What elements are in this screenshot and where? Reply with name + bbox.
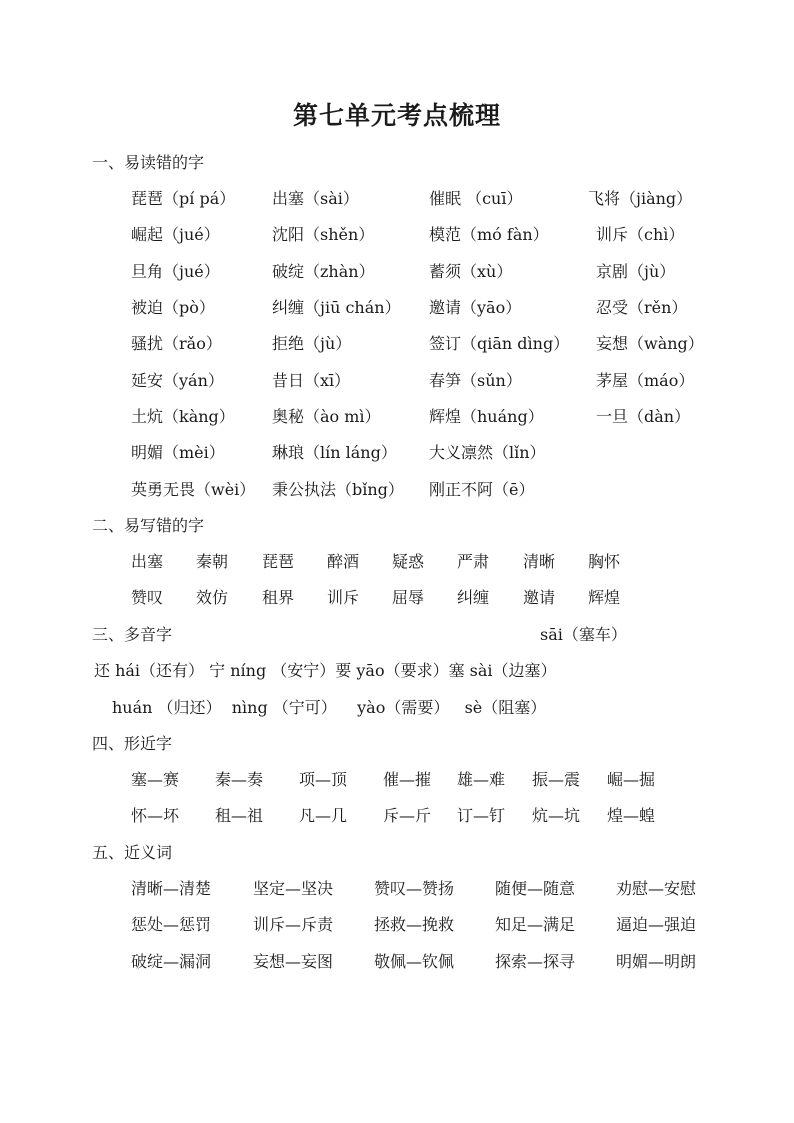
reading-item: 模范（mó fàn） xyxy=(429,225,549,244)
writing-item: 清晰 xyxy=(523,552,556,571)
similar-char-item: 订—钉 xyxy=(457,806,506,825)
similar-char-item: 秦—奏 xyxy=(215,770,264,789)
writing-item: 辉煌 xyxy=(588,588,621,607)
reading-item: 沈阳（shěn） xyxy=(272,225,375,244)
reading-item: 邀请（yāo） xyxy=(429,298,522,317)
similar-char-item: 租—祖 xyxy=(215,806,264,825)
polyphone-line-2: huán （归还） nìng （宁可） yào（需要） sè（阻塞） xyxy=(112,698,547,717)
reading-item: 妄想（wàng） xyxy=(596,334,704,353)
synonym-item: 惩处—惩罚 xyxy=(131,915,212,934)
synonym-item: 明媚—明朗 xyxy=(616,952,697,971)
reading-item: 纠缠（jiū chán） xyxy=(272,298,401,317)
reading-row xyxy=(0,186,794,210)
reading-item: 破绽（zhàn） xyxy=(272,262,375,281)
synonym-row xyxy=(0,876,794,900)
reading-item: 刚正不阿（ē） xyxy=(429,480,535,499)
writing-item: 醉酒 xyxy=(327,552,360,571)
writing-item: 训斥 xyxy=(327,588,360,607)
reading-row xyxy=(0,222,794,246)
synonym-item: 赞叹—赞扬 xyxy=(374,879,455,898)
reading-item: 奥秘（ào mì） xyxy=(272,407,381,426)
reading-item: 被迫（pò） xyxy=(131,298,215,317)
synonym-item: 知足—满足 xyxy=(495,915,576,934)
writing-item: 琵琶 xyxy=(262,552,295,571)
similar-char-row xyxy=(0,803,794,827)
section-heading-1: 一、易读错的字 xyxy=(92,153,205,172)
reading-item: 茅屋（máo） xyxy=(596,371,695,390)
reading-item: 蓄须（xù） xyxy=(429,262,513,281)
reading-row xyxy=(0,295,794,319)
synonym-item: 敬佩—钦佩 xyxy=(374,952,455,971)
writing-item: 严肃 xyxy=(457,552,490,571)
similar-char-item: 凡—几 xyxy=(299,806,348,825)
synonym-item: 探索—探寻 xyxy=(495,952,576,971)
synonym-item: 训斥—斥责 xyxy=(253,915,334,934)
reading-item: 京剧（jù） xyxy=(596,262,676,281)
synonym-item: 随便—随意 xyxy=(495,879,576,898)
synonym-item: 劝慰—安慰 xyxy=(616,879,697,898)
writing-item: 疑惑 xyxy=(392,552,425,571)
writing-item: 胸怀 xyxy=(588,552,621,571)
reading-item: 春笋（sǔn） xyxy=(429,371,522,390)
writing-item: 赞叹 xyxy=(131,588,164,607)
reading-item: 辉煌（huáng） xyxy=(429,407,544,426)
similar-char-item: 炕—坑 xyxy=(532,806,581,825)
writing-item: 效仿 xyxy=(196,588,229,607)
similar-char-item: 振—震 xyxy=(532,770,581,789)
similar-char-item: 崛—掘 xyxy=(607,770,656,789)
synonym-item: 坚定—坚决 xyxy=(253,879,334,898)
reading-row xyxy=(0,368,794,392)
reading-item: 明媚（mèi） xyxy=(131,443,225,462)
similar-char-item: 煌—蝗 xyxy=(607,806,656,825)
synonym-row xyxy=(0,912,794,936)
writing-item: 出塞 xyxy=(131,552,164,571)
reading-item: 拒绝（jù） xyxy=(272,334,352,353)
reading-row xyxy=(0,477,794,501)
writing-row xyxy=(0,549,794,573)
reading-item: 延安（yán） xyxy=(131,371,224,390)
reading-item: 飞将（jiàng） xyxy=(588,189,693,208)
reading-item: 一旦（dàn） xyxy=(596,407,691,426)
reading-item: 大义凛然（lǐn） xyxy=(429,443,546,462)
section-heading-2: 二、易写错的字 xyxy=(92,516,205,535)
similar-char-item: 斥—斤 xyxy=(383,806,432,825)
reading-row xyxy=(0,259,794,283)
synonym-row xyxy=(0,949,794,973)
reading-row xyxy=(0,440,794,464)
reading-item: 忍受（rěn） xyxy=(596,298,688,317)
similar-char-item: 塞—赛 xyxy=(131,770,180,789)
reading-item: 琳琅（lín láng） xyxy=(272,443,397,462)
reading-item: 英勇无畏（wèi） xyxy=(131,480,256,499)
writing-item: 纠缠 xyxy=(457,588,490,607)
reading-item: 昔日（xī） xyxy=(272,371,351,390)
similar-char-row xyxy=(0,767,794,791)
synonym-item: 拯救—挽救 xyxy=(374,915,455,934)
similar-char-item: 怀—坏 xyxy=(131,806,180,825)
similar-char-item: 催—摧 xyxy=(383,770,432,789)
section-heading-3: 三、多音字 xyxy=(92,625,173,644)
reading-item: 出塞（sài） xyxy=(272,189,359,208)
similar-char-item: 项—顶 xyxy=(299,770,348,789)
reading-item: 签订（qiān dìng） xyxy=(429,334,570,353)
synonym-item: 妄想—妄图 xyxy=(253,952,334,971)
section-heading-4: 四、形近字 xyxy=(92,734,173,753)
writing-item: 秦朝 xyxy=(196,552,229,571)
reading-item: 琵琶（pí pá） xyxy=(131,189,236,208)
page-title: 第七单元考点梳理 xyxy=(292,101,501,130)
synonym-item: 清晰—清楚 xyxy=(131,879,212,898)
writing-item: 邀请 xyxy=(523,588,556,607)
synonym-item: 逼迫—强迫 xyxy=(616,915,697,934)
reading-item: 骚扰（rǎo） xyxy=(131,334,222,353)
reading-item: 旦角（jué） xyxy=(131,262,220,281)
writing-row xyxy=(0,585,794,609)
polyphone-extra: sāi（塞车） xyxy=(540,625,627,644)
writing-item: 屈辱 xyxy=(392,588,425,607)
synonym-item: 破绽—漏洞 xyxy=(131,952,212,971)
reading-item: 崛起（jué） xyxy=(131,225,220,244)
reading-row xyxy=(0,331,794,355)
reading-item: 秉公执法（bǐng） xyxy=(272,480,404,499)
writing-item: 租界 xyxy=(262,588,295,607)
polyphone-line-1: 还 hái（还有） 宁 níng （安宁）要 yāo（要求）塞 sài（边塞） xyxy=(94,661,557,680)
reading-item: 训斥（chì） xyxy=(596,225,685,244)
similar-char-item: 雄—难 xyxy=(457,770,506,789)
reading-row xyxy=(0,404,794,428)
reading-item: 土炕（kàng） xyxy=(131,407,235,426)
reading-item: 催眠 （cuī） xyxy=(429,189,523,208)
section-heading-5: 五、近义词 xyxy=(92,843,173,862)
